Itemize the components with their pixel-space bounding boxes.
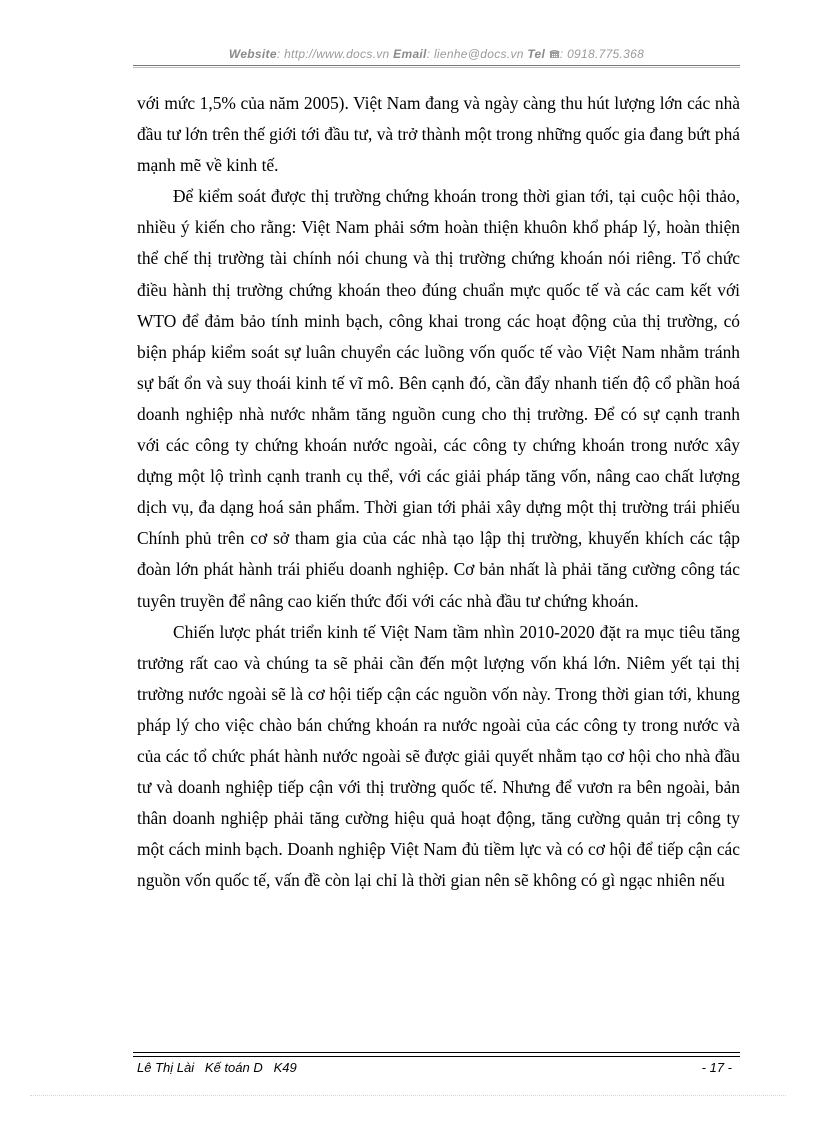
tel-value: : 0918.775.368 xyxy=(559,47,645,61)
footer-divider xyxy=(133,1052,740,1057)
footer-author: Lê Thị Lài Kế toán D K49 xyxy=(137,1060,297,1075)
tel-label: Tel xyxy=(527,47,546,61)
email-value: : lienhe@docs.vn xyxy=(426,47,524,61)
page-header xyxy=(133,47,740,61)
paragraph: Chiến lược phát triển kinh tế Việt Nam tầm nhìn 2010-2020 đặt ra mục tiêu tăng trưởng rất cao và chúng ta sẽ phải cần đến một lượng vốn khá lớn. Niêm yết tại thị trường nước ngoài sẽ là cơ hội tiếp cận các nguồn vốn này. Trong thời gian tới, khung pháp lý cho việc chào bán chứng khoán ra nước ngoài của các công ty trong nước và của các tổ chức phát hành nước ngoài sẽ được giải quyết nhằm tạo cơ hội cho nhà đầu tư và doanh nghiệp tiếp cận với thị trường quốc tế. Nhưng để vươn ra bên ngoài, bản thân doanh nghiệp phải tăng cường hiệu quả hoạt động, tăng cường quản trị công ty một cách minh bạch. Doanh nghiệp Việt Nam đủ tiềm lực và có cơ hội để tiếp cận các nguồn vốn quốc tế, vấn đề còn lại chỉ là thời gian nên sẽ không có gì ngạc nhiên nếu xyxy=(137,621,740,891)
phone-icon xyxy=(549,49,560,59)
document-body xyxy=(137,88,740,896)
paragraph: Để kiểm soát được thị trường chứng khoán trong thời gian tới, tại cuộc hội thảo, nhiều ý kiến cho rằng: Việt Nam phải sớm hoàn thiện khuôn khổ pháp lý, hoàn thiện thể chế thị trường tài chính nói chung và thị trường chứng khoán nói riêng. Tổ chức điều hành thị trường chứng khoán theo đúng chuẩn mực quốc tế và các cam kết với WTO để đảm bảo tính minh bạch, công khai trong các hoạt động của thị trường, có biện pháp kiểm soát sự luân chuyển các luồng vốn quốc tế vào Việt Nam nhằm tránh sự bất ổn và suy thoái kinh tế vĩ mô. Bên cạnh đó, cần đẩy nhanh tiến độ cổ phần hoá doanh nghiệp nhà nước nhằm tăng nguồn cung cho thị trường. Để có sự cạnh tranh với các công ty chứng khoán nước ngoài, các công ty chứng khoán trong nước xây dựng một lộ trình cạnh tranh cụ thể, với các giải pháp tăng vốn, nâng cao chất lượng dịch vụ, đa dạng hoá sản phẩm. Thời gian tới phải xây dựng một thị trường trái phiếu Chính phủ trên cơ sở tham gia của các nhà tạo lập thị trường, khuyến khích các tập đoàn lớn phát hành trái phiếu doanh nghiệp. Cơ bản nhất là phải tăng cường công tác tuyên truyền để nâng cao kiến thức đối với các nhà đầu tư chứng khoán. xyxy=(137,186,740,611)
paragraph-continuation: với mức 1,5% của năm 2005). Việt Nam đang và ngày càng thu hút lượng lớn các nhà đầu tư lớn trên thế giới tới đầu tư, và trở thành một trong những quốc gia đang bứt phá mạnh mẽ về kinh tế. xyxy=(137,93,740,176)
header-divider-secondary xyxy=(133,67,740,68)
page-bottom-border xyxy=(30,1095,786,1096)
page-number: - 17 - xyxy=(701,1060,732,1075)
website-value: : http://www.docs.vn xyxy=(276,47,390,61)
email-label: Email xyxy=(393,47,427,61)
website-label: Website xyxy=(228,47,277,61)
header-divider xyxy=(133,65,740,66)
